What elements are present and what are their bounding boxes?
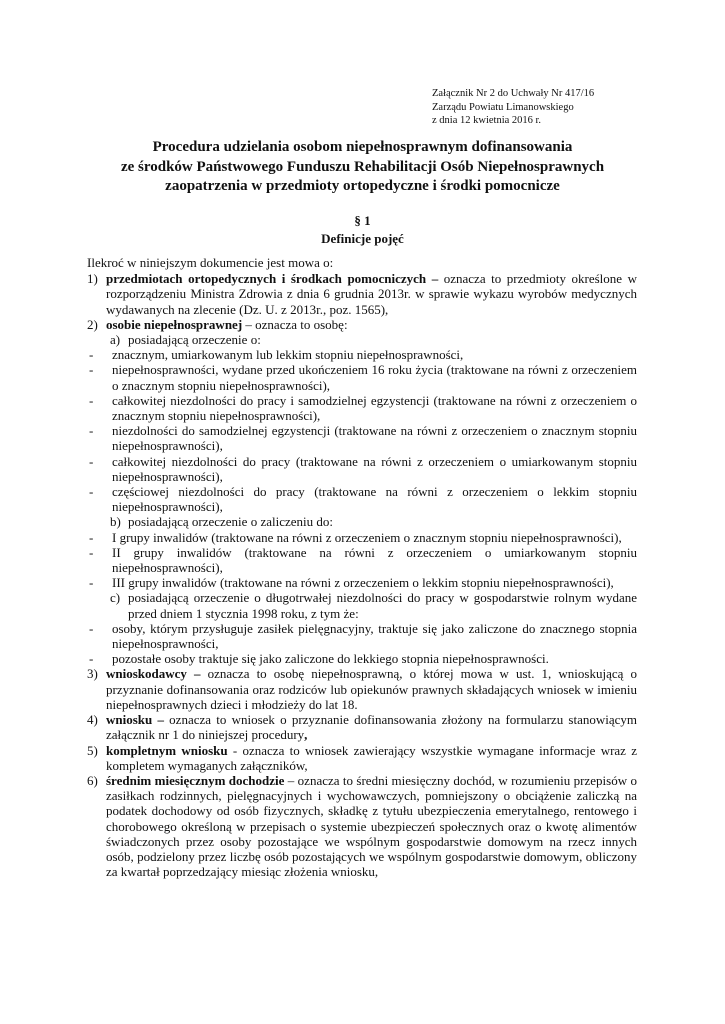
dash-item — [87, 393, 637, 423]
dash-text: III grupy inwalidów (traktowane na równi z orzeczeniem o lekkim stopniu niepełnosprawności), — [112, 575, 614, 591]
item-number: 3) — [87, 666, 98, 682]
annex-line-1: Załącznik Nr 2 do Uchwały Nr 417/16 — [432, 88, 595, 99]
annex-note — [432, 87, 594, 128]
dash-text: całkowitej niezdolności do pracy i samodzielnej egzystencji (traktowane na równi z orzeczeniem o znacznym stopniu niepełnosprawności), — [112, 392, 637, 424]
dash-mark: - — [89, 453, 94, 469]
dash-item — [87, 362, 637, 392]
item-number: 2) — [87, 316, 98, 332]
list-item — [87, 773, 637, 879]
item-number: 6) — [87, 772, 98, 788]
intro-text: Ilekroć w niniejszym dokumencie jest mowa o: — [87, 255, 334, 270]
item-number: 5) — [87, 742, 98, 758]
list-item — [87, 743, 637, 773]
section-header — [60, 212, 665, 248]
dash-text: niepełnosprawności, wydane przed ukończeniem 16 roku życia (traktowane na równi z orzeczeniem o znacznym stopniu niepełnosprawności), — [112, 362, 637, 393]
item-text: oznacza to wniosek o przyznanie dofinansowania złożony na formularzu stanowiącym załącznik nr 1 do niniejszej procedury — [106, 712, 638, 743]
dash-mark: - — [89, 484, 94, 500]
sub-item-text: posiadającą orzeczenie o: — [128, 332, 261, 348]
dash-text: znacznym, umiarkowanym lub lekkim stopniu niepełnosprawności, — [112, 347, 464, 363]
list-item — [87, 666, 637, 712]
dash-item — [87, 651, 637, 666]
dash-item — [87, 484, 637, 514]
dash-item — [87, 575, 637, 590]
dash-text: całkowitej niezdolności do pracy (traktowane na równi z orzeczeniem o umiarkowanym stopniu niepełnosprawności), — [112, 453, 637, 484]
title-line-2: ze środków Państwowego Funduszu Rehabilitacji Osób Niepełnosprawnych — [120, 158, 605, 175]
item-term: osobie niepełnosprawnej — [106, 316, 243, 332]
sub-item-text: posiadającą orzeczenie o zaliczeniu do: — [128, 514, 333, 530]
annex-line-2: Zarządu Powiatu Limanowskiego — [432, 101, 574, 113]
dash-mark: - — [89, 544, 94, 560]
dash-mark: - — [89, 620, 94, 636]
list-item — [87, 317, 637, 332]
dash-text: pozostałe osoby traktuje się jako zaliczone do lekkiego stopnia niepełnosprawności. — [112, 651, 549, 667]
sub-item-letter: a) — [110, 332, 121, 348]
sub-item — [87, 332, 637, 347]
document-body — [87, 255, 637, 879]
dash-item — [87, 545, 637, 575]
dash-mark: - — [89, 423, 94, 439]
item-tail: , — [304, 727, 308, 743]
item-text: – oznacza to osobę: — [242, 316, 348, 332]
section-number: § 1 — [354, 213, 371, 228]
item-text: oznacza to przedmioty określone w rozporządzeniu Ministra Zdrowia z dnia 6 grudnia 2013r. w sprawie wykazu wyrobów medycznych wydawanych na zlecenie (Dz. U. z 2013r., poz. 1565), — [106, 271, 637, 317]
dash-mark: - — [89, 575, 94, 591]
dash-text: częściowej niezdolności do pracy (traktowane na równi z orzeczeniem o lekkim stopniu niepełnosprawności), — [112, 484, 637, 515]
dash-item — [87, 530, 637, 545]
sub-item-letter: c) — [110, 590, 121, 606]
item-text: - oznacza to wniosek zawierający wszystkie wymagane informacje wraz z kompletem wymaganych załączników, — [106, 742, 637, 773]
item-term: wniosku – — [106, 712, 164, 728]
sub-item-letter: b) — [110, 514, 121, 530]
dash-text: osoby, którym przysługuje zasiłek pielęgnacyjny, traktuje się jako zaliczone do znacznego stopnia niepełnosprawności, — [112, 620, 637, 652]
item-term: średnim miesięcznym dochodzie — [106, 772, 285, 788]
sub-item — [87, 590, 637, 620]
dash-mark: - — [89, 651, 94, 667]
item-number: 4) — [87, 712, 98, 728]
dash-mark: - — [89, 392, 94, 408]
dash-text: niezdolności do samodzielnej egzystencji (traktowane na równi z orzeczeniem o znacznym stopniu niepełnosprawności), — [112, 423, 637, 454]
sub-item — [87, 514, 637, 529]
annex-line-3: z dnia 12 kwietnia 2016 r. — [432, 115, 542, 126]
title-line-1: Procedura udzielania osobom niepełnosprawnym dofinansowania — [152, 139, 573, 155]
item-term: przedmiotach ortopedycznych i środkach pomocniczych – — [106, 271, 439, 287]
section-heading: Definicje pojęć — [321, 231, 404, 246]
list-item — [87, 271, 637, 317]
dash-mark: - — [89, 529, 94, 545]
dash-text: I grupy inwalidów (traktowane na równi z orzeczeniem o znacznym stopniu niepełnosprawności), — [112, 529, 622, 545]
dash-mark: - — [89, 347, 94, 363]
item-term: wnioskodawcy – — [106, 666, 201, 682]
item-number: 1) — [87, 271, 98, 287]
title-line-3: zaopatrzenia w przedmioty ortopedyczne i środki pomocnicze — [165, 178, 560, 194]
list-item — [87, 712, 637, 742]
dash-item — [87, 621, 637, 651]
item-term: kompletnym wniosku — [106, 742, 228, 758]
dash-item — [87, 454, 637, 484]
dash-text: II grupy inwalidów (traktowane na równi z orzeczeniem o umiarkowanym stopniu niepełnosprawności), — [112, 544, 637, 576]
document-title — [60, 138, 665, 197]
dash-item — [87, 347, 637, 362]
dash-item — [87, 423, 637, 453]
item-text: – oznacza to średni miesięczny dochód, w rozumieniu przepisów o zasiłkach rodzinnych, pielęgnacyjnych i wychowawczych, pomniejszony o obciążenie zaliczką na podatek dochodowy od osób fizycznych, składkę z tytułu ubezpieczenia emerytalnego, rentowego i chorobowego określoną w przepisach o systemie ubezpieczeń społecznych oraz o kwotę alimentów świadczonych przez osoby pozostające we wspólnym gospodarstwie domowym na rzecz innych osób, podzielony przez liczbę osób pozostających we wspólnym gospodarstwie domowym, obliczony za kwartał poprzedzający miesiąc złożenia wniosku, — [106, 772, 637, 880]
dash-mark: - — [89, 362, 94, 378]
sub-item-text: posiadającą orzeczenie o długotrwałej niezdolności do pracy w gospodarstwie rolnym wydane przed dniem 1 stycznia 1998 roku, z tym że: — [128, 590, 637, 621]
item-text: oznacza to osobę niepełnosprawną, o której mowa w ust. 1, wnioskującą o przyznanie dofinansowania oraz rodziców lub opiekunów prawnych składających wniosek w imieniu niepełnosprawnych dzieci i młodzieży do lat 18. — [106, 666, 637, 712]
